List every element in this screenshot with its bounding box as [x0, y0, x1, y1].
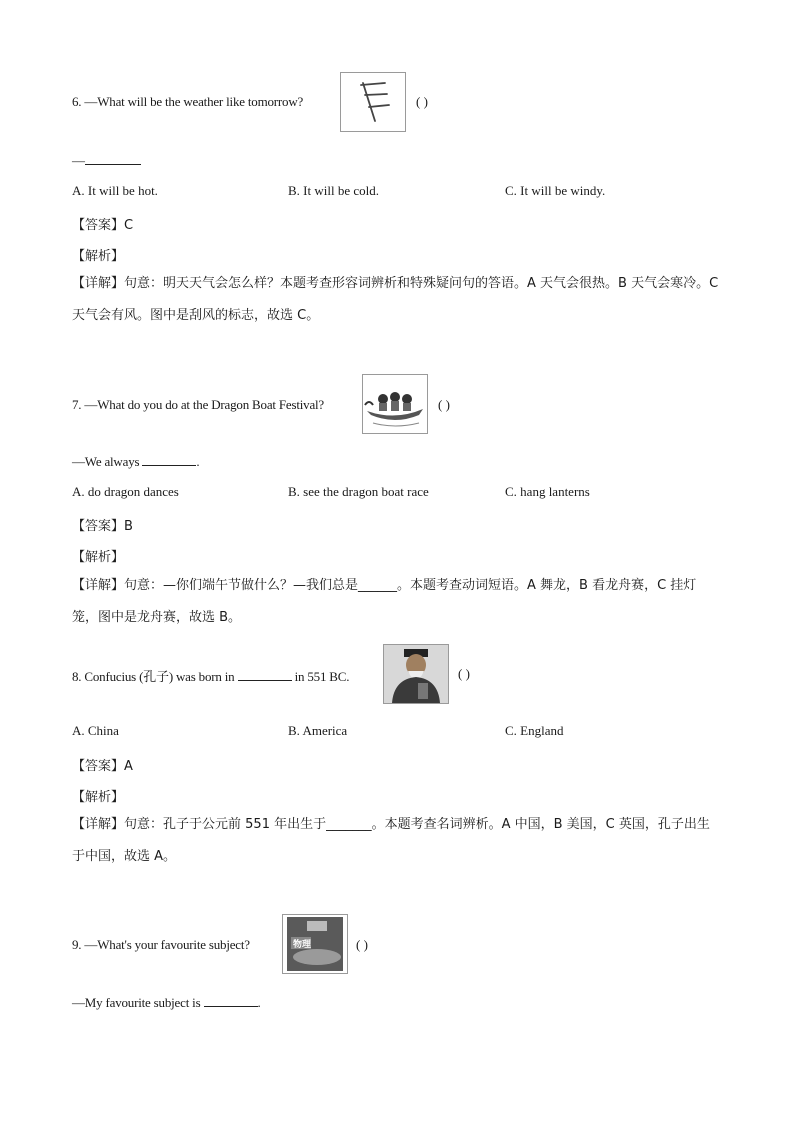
q6-option-b: B. It will be cold. [288, 183, 379, 198]
q7-detail: 【详解】句意：—你们端午节做什么？—我们总是______。本题考查动词短语。A 舞龙，B 看龙舟赛，C 挂灯笼，图中是龙舟赛，故选 B。 [72, 578, 697, 625]
q9-blank [204, 994, 258, 1007]
q6-option-a: A. It will be hot. [72, 183, 158, 198]
q8-answer: 【答案】A [72, 759, 133, 774]
q8-detail: 【详解】句意：孔子于公元前 551 年出生于_______。本题考查名词辨析。A 中国，B 美国，C 英国，孔子出生于中国，故选 A。 [72, 817, 710, 864]
q7-analysis: 【解析】 [72, 550, 125, 565]
q9-question: 9. —What's your favourite subject? [72, 937, 250, 952]
q7-option-a: A. do dragon dances [72, 484, 179, 499]
q7-paren: ( ) [438, 397, 450, 412]
q9-paren: ( ) [356, 937, 368, 952]
q6-option-c: C. It will be windy. [505, 183, 606, 198]
q6-answer: 【答案】C [72, 218, 134, 233]
q6-question: 6. —What will be the weather like tomorrow? [72, 94, 304, 109]
q8-image [383, 644, 449, 704]
q7-answer-line: —We always . [72, 454, 200, 469]
q8-option-a: A. China [72, 723, 119, 738]
q6-detail: 【详解】句意：明天天气会怎么样？本题考查形容词辨析和特殊疑问句的答语。A 天气会很热。B 天气会寒冷。C 天气会有风。图中是刮风的标志，故选 C。 [72, 276, 719, 323]
q9-image [282, 914, 348, 974]
q8-analysis: 【解析】 [72, 790, 125, 805]
q6-paren: ( ) [416, 94, 428, 109]
dragon-boat-icon [363, 375, 427, 433]
q8-option-c: C. England [505, 723, 564, 738]
q6-analysis: 【解析】 [72, 249, 125, 264]
q7-question: 7. —What do you do at the Dragon Boat Festival? [72, 397, 324, 412]
q7-image [362, 374, 428, 434]
q6-image [340, 72, 406, 132]
book-title: 物理 [293, 940, 312, 950]
q8-blank [238, 668, 292, 681]
q8-option-b: B. America [288, 723, 348, 738]
q7-option-c: C. hang lanterns [505, 484, 590, 499]
physics-textbook-icon [283, 915, 347, 973]
q7-blank [142, 453, 196, 466]
wind-sign-icon [341, 73, 405, 131]
q7-option-b: B. see the dragon boat race [288, 484, 429, 499]
q6-blank [85, 152, 141, 165]
q6-answer-line: — [72, 152, 141, 169]
q8-paren: ( ) [458, 666, 470, 681]
confucius-portrait-icon [384, 645, 448, 703]
q7-answer: 【答案】B [72, 519, 133, 534]
q8-question: 8. Confucius (孔子) was born in in 551 BC. [72, 669, 350, 684]
q9-answer-line: —My favourite subject is . [72, 995, 261, 1010]
